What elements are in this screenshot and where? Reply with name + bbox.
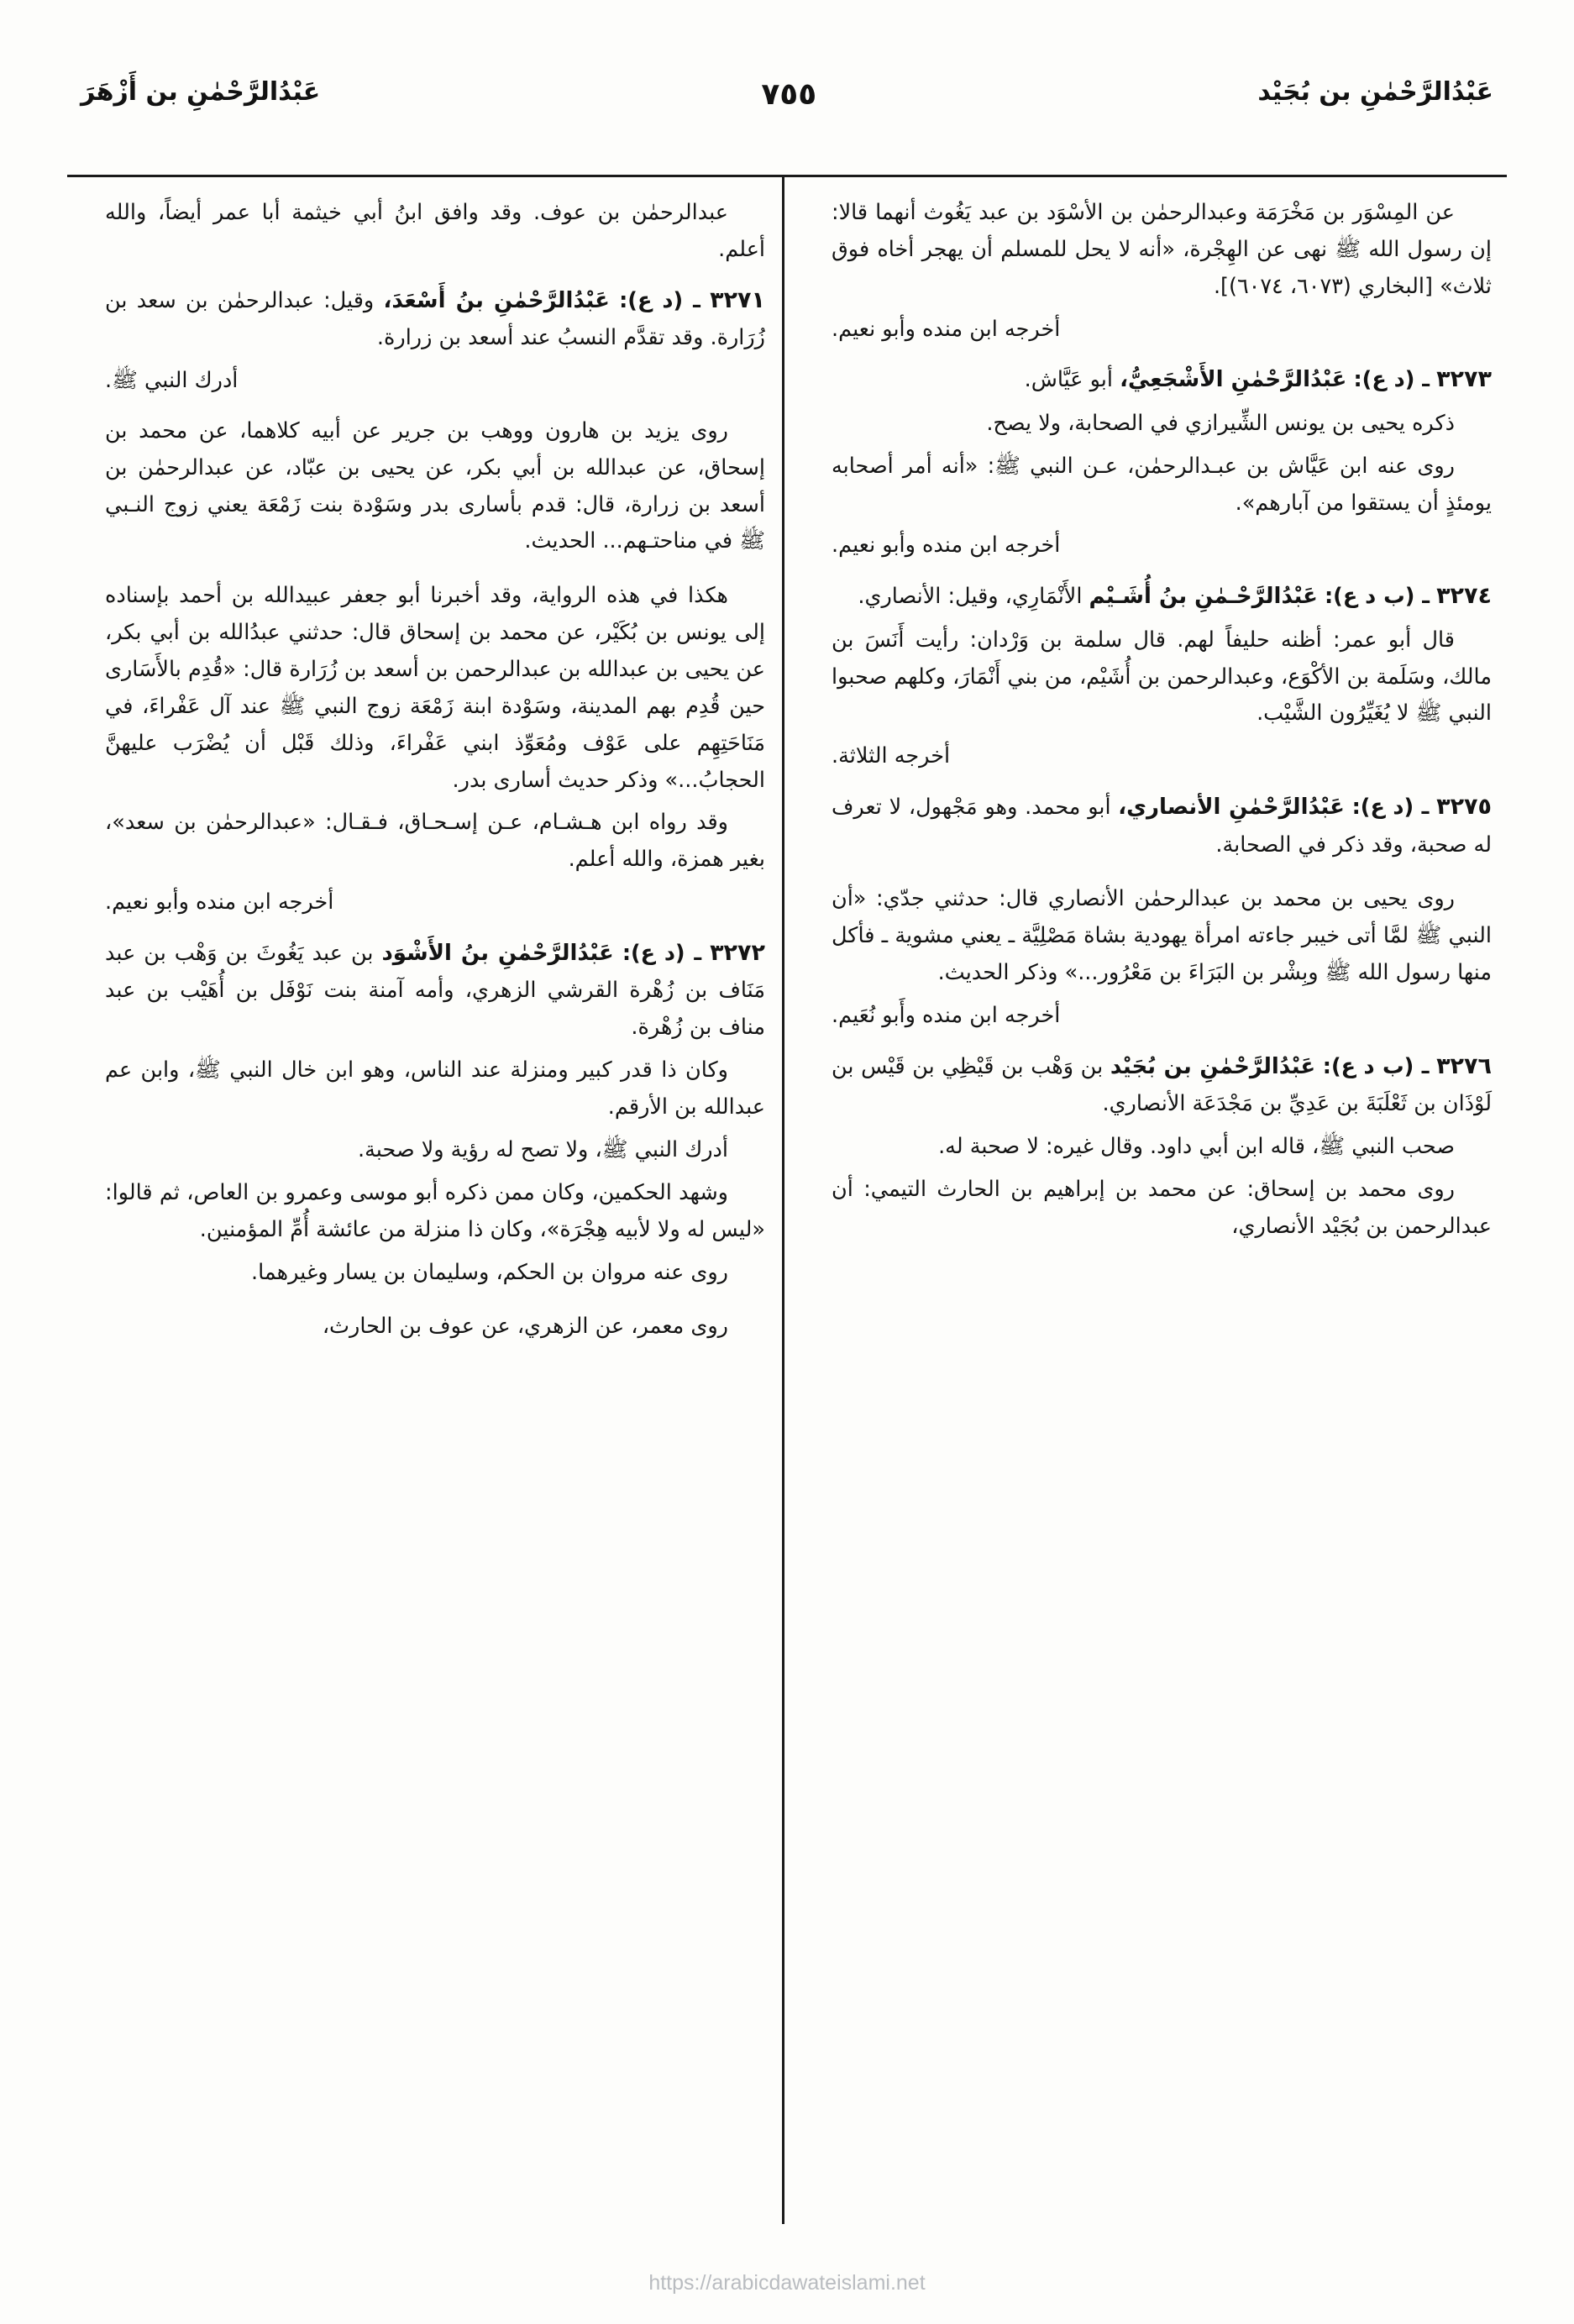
lc-p10: روى معمر، عن الزهري، عن عوف بن الحارث،: [322, 1314, 728, 1340]
watermark-url: https://arabicdawateislami.net: [648, 2271, 926, 2295]
rc-p7: روى محمد بن إسحاق: عن محمد بن إبراهيم بن الحارث التيمي: أن عبدالرحمن بن بُجَيْد الأنصاري،: [832, 1177, 1492, 1239]
entry-name: عَبْدُالرَّحْمٰنِ بن بُجَيْد: [1110, 1053, 1316, 1079]
lc-p5: وقد رواه ابن هـشـام، عـن إسـحـاق، فـقـال: «عبدالرحمٰن بن سعد»، بغير همزة، والله أعلم.: [105, 810, 765, 873]
entry-name: عَبْدُالرَّحْمٰنِ الأَشْجَعِيُّ،: [1120, 367, 1347, 393]
entry-tag: ـ (د ع):: [619, 287, 700, 313]
entry-tag: ـ (د ع):: [1353, 367, 1430, 393]
spacer: [832, 869, 1492, 881]
header-title-left: عَبْدُالرَّحْمٰنِ بن أَزْهَرَ: [81, 77, 321, 107]
lc-p6: وكان ذا قدر كبير ومنزلة عند الناس، وهو ابن خال النبي ﷺ، وابن عم عبدالله بن الأرقم.: [105, 1057, 765, 1120]
header-title-right: عَبْدُالرَّحْمٰنِ بن بُجَيْد: [1257, 77, 1493, 107]
rc-entry-3276: [832, 1047, 1492, 1123]
spacer: [105, 1297, 765, 1309]
rc-p4: قال أبو عمر: أظنه حليفاً لهم. قال سلمة بن وَرْدان: رأيت أَنَسَ بن مالك، وسَلَمة بن الأكْوَع، وعبدالرحمن بن أُشَيْم، من بني أَنْمَارَ، وكلهم صحبوا النبي ﷺ لا يُغَيِّرُون الشَّيْب.: [832, 627, 1492, 727]
rc-p6: صحب النبي ﷺ، قاله ابن أبي داود. وقال غيره: لا صحبة له.: [938, 1134, 1455, 1160]
spacer: [105, 566, 765, 578]
rc-p1: عن المِسْوَر بن مَخْرَمَة وعبدالرحمٰن بن الأسْوَد بن عبد يَغُوث أنهما قالا: إن رسول الله ﷺ نهى عن الهِجْرة، «أنه لا يحل للمسلم أن يهجر أخاه فوق ثلاث» [البخاري (٦٠٧٣، ٦٠٧٤)].: [832, 200, 1492, 299]
lc-p9: روى عنه مروان بن الحكم، وسليمان بن يسار وغيرهما.: [251, 1259, 728, 1285]
rc-entry-3273: [832, 360, 1492, 399]
lc-attrib1: أخرجه ابن منده وأبو نعيم.: [105, 889, 334, 915]
entry-rest: وقيل: عبدالرحمٰن بن سعد بن زُرَارة. وقد تقدَّم النسبُ عند أسعد بن زرارة.: [105, 287, 765, 351]
page-header: [81, 77, 1493, 128]
entry-rest: أبو عَيَّاش.: [1024, 367, 1113, 393]
entry-tag: ـ (د ع):: [1351, 795, 1430, 821]
entry-rest: بن عبد يَغُوثَ بن وَهْب بن عبد مَنَاف بن زُهْرة القرشي الزهري، وأمه آمنة بنت نَوْفَل بن أُهَيْب بن عبد مناف بن زُهْرة.: [105, 941, 765, 1041]
lc-p3: روى يزيد بن هارون ووهب بن جرير عن أبيه كلاهما، عن محمد بن إسحاق، عن عبدالله بن أبي بكر، عن يحيى بن عبّاد، عن عبدالرحمٰن بن أسعد بن زرارة، قال: قدم بأسارى بدر وسَوْدة بنت زَمْعَة يعني زوج النـبي ﷺ في مناحتـهم... الحديث.: [105, 417, 765, 554]
text-columns: [67, 195, 1507, 2211]
entry-number: ٣٢٧٢: [710, 940, 765, 967]
lc-p7: أدرك النبي ﷺ، ولا تصح له رؤية ولا صحبة.: [358, 1136, 728, 1162]
rc-entry-3274: [832, 577, 1492, 616]
entry-name: عَبْدُالرَّحْـمٰنِ بنُ أُشَـيْم: [1089, 584, 1318, 610]
entry-tag: ـ (ب د ع):: [1322, 1053, 1430, 1079]
rc-attrib4: أخرجه ابن منده وأَبو نُعَيم.: [832, 1003, 1061, 1029]
header-rule: [67, 175, 1507, 177]
entry-name: عَبْدُالرَّحْمٰنِ بنُ أَسْعَدَ،: [383, 287, 610, 313]
entry-rest: بن وَهْب بن قَيْظِي بن قَيْس بن لَوْذَان بن ثَعْلَبَةَ بن عَدِيِّ بن مَجْدَعَة الأنصاري.: [832, 1053, 1492, 1117]
entry-number: ٣٢٧٥: [1436, 794, 1493, 821]
spacer: [105, 401, 765, 413]
rc-entry-3275: [832, 788, 1492, 863]
rc-p3: روى عنه ابن عَيَّاش بن عبـدالرحمٰن، عـن النبي ﷺ: «أنه أمر أصحابه يومئذٍ أن يستقوا من آبارهم».: [832, 453, 1492, 516]
lc-entry-3272: [105, 934, 765, 1047]
entry-tag: ـ (ب د ع):: [1324, 584, 1430, 610]
rc-attrib2: أخرجه ابن منده وأبو نعيم.: [832, 532, 1061, 559]
lc-entry-3271: [105, 281, 765, 357]
lc-p2: أدرك النبي ﷺ.: [105, 368, 239, 394]
entry-number: ٣٢٧٤: [1436, 583, 1492, 610]
rc-attrib1: أخرجه ابن منده وأبو نعيم.: [832, 316, 1061, 342]
entry-rest: الأَنْمَارِي، وقيل: الأنصاري.: [858, 584, 1083, 610]
entry-rest: أبو محمد. وهو مَجْهول، لا تعرف له صحبة، وقد ذكر في الصحابة.: [832, 795, 1492, 858]
column-right: [813, 195, 1507, 2211]
rc-attrib3: أخرجه الثلاثة.: [832, 743, 951, 769]
entry-name: عَبْدُالرَّحْمٰنِ بنُ الأَشْوَد: [381, 941, 614, 967]
entry-name: عَبْدُالرَّحْمٰنِ الأنصاري،: [1118, 795, 1345, 821]
column-left: [90, 195, 784, 2211]
lc-p1: عبدالرحمٰن بن عوف. وقد وافق ابنُ أبي خيثمة أبا عمر أيضاً، والله أعلم.: [105, 200, 765, 262]
entry-tag: ـ (د ع):: [622, 941, 702, 967]
entry-number: ٣٢٧١: [710, 286, 766, 313]
rc-p5: روى يحيى بن محمد بن عبدالرحمٰن الأنصاري قال: حدثني جدّي: «أن النبي ﷺ لمَّا أتى خيبر جاءته امرأة يهودية بشاة مَصْلِيَّة ـ يعني مشوية ـ فأكل منها رسول الله ﷺ وبِشْر بن البَرَاءَ بن مَعْرُور...» وذكر الحديث.: [832, 886, 1492, 986]
entry-number: ٣٢٧٣: [1436, 366, 1492, 393]
lc-p4: هكذا في هذه الرواية، وقد أخبرنا أبو جعفر عبيدالله بن أحمد بإسناده إلى يونس بن بُكَيْر، عن محمد بن إسحاق قال: حدثني عبدُالله بن أبي بكر، عن يحيى بن عبدالله بن عبدالرحمن بن أسعد بن زُرَارة قال: «قُدِم بالأَسَارى حين قُدِم بهم المدينة، وسَوْدة ابنة زَمْعَة زوج النبي ﷺ عند آل عَفْراءَ، في مَنَاحَتِهِم على عَوْف ومُعَوِّذ ابني عَفْراءَ، وذلك قَبْل أن يُضْرَب عليهنَّ الحجابُ...» وذكر حديث أسارى بدر.: [105, 583, 765, 793]
lc-p8: وشهد الحكمين، وكان ممن ذكره أبو موسى وعمرو بن العاص، ثم قالوا: «ليس له ولا لأبيه هِجْرَة»، وكان ذا منزلة من عائشة أُمِّ المؤمنين.: [105, 1179, 765, 1242]
rc-p2: ذكره يحيى بن يونس الشِّيرازي في الصحابة، ولا يصح.: [986, 410, 1455, 436]
entry-number: ٣٢٧٦: [1436, 1052, 1492, 1079]
page-number: ٧٥٥: [761, 77, 817, 112]
